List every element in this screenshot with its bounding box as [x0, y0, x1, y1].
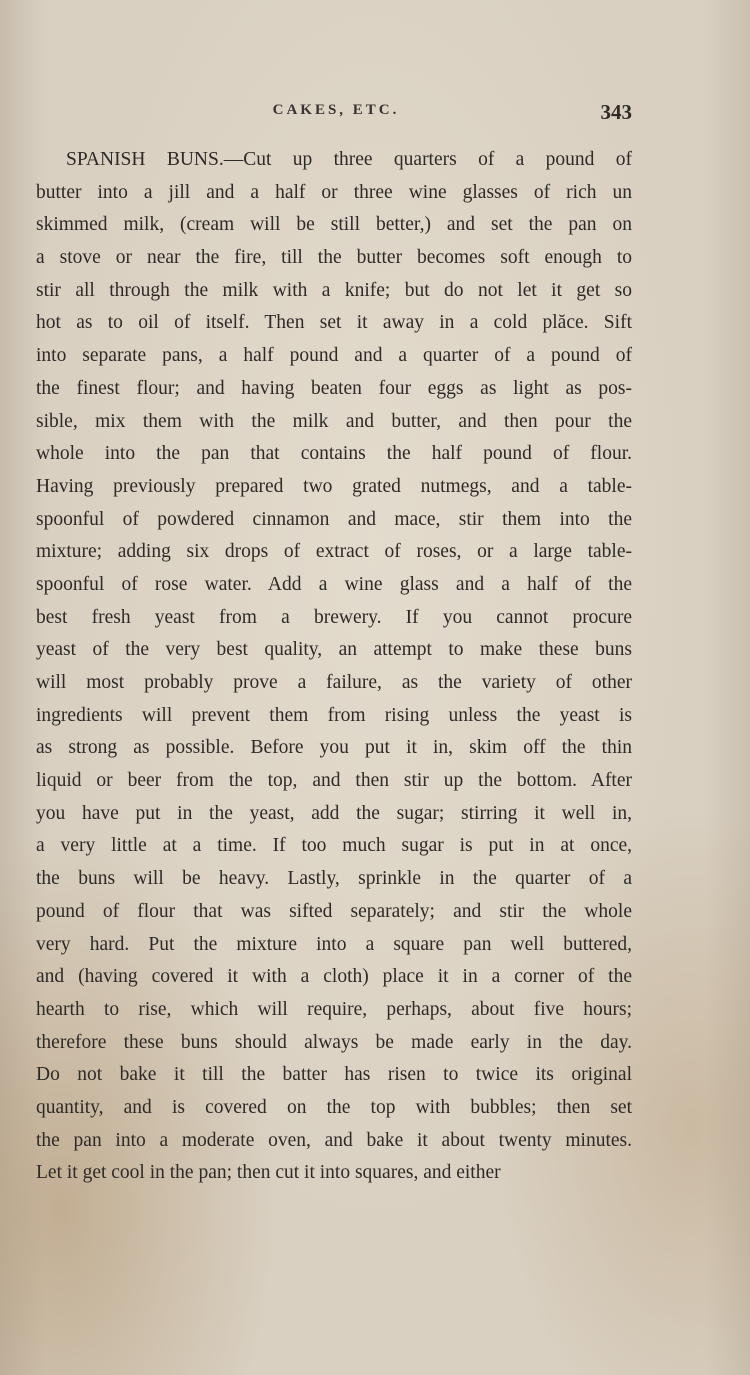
text-line: Having previously prepared two grated nutmegs, and a table- [36, 475, 632, 497]
text-line: quantity, and is covered on the top with bubbles; then set [36, 1096, 632, 1118]
text-line: as strong as possible. Before you put it in, skim off the thin [36, 737, 632, 759]
text-line: a very little at a time. If too much sugar is put in at once, [36, 835, 632, 857]
text-line: skimmed milk, (cream will be still better,) and set the pan on [36, 214, 632, 236]
text-line: mixture; adding six drops of extract of roses, or a large table- [36, 541, 632, 563]
page-header [40, 100, 632, 130]
text-line: into separate pans, a half pound and a quarter of a pound of [36, 345, 632, 367]
text-line: very hard. Put the mixture into a square pan well buttered, [36, 933, 632, 955]
text-line: the pan into a moderate oven, and bake it about twenty minutes. [36, 1129, 632, 1151]
text-line: you have put in the yeast, add the sugar; stirring it well in, [36, 802, 632, 824]
text-line: spoonful of powdered cinnamon and mace, stir them into the [36, 508, 632, 530]
running-head: CAKES, ETC. [272, 102, 400, 118]
recipe-text [36, 144, 632, 1190]
text-line: the buns will be heavy. Lastly, sprinkle in the quarter of a [36, 868, 632, 890]
text-line: a stove or near the fire, till the butter becomes soft enough to [36, 247, 632, 269]
text-line: the finest flour; and having beaten four eggs as light as pos- [36, 377, 632, 399]
page-number: 343 [600, 100, 632, 124]
text-line: liquid or beer from the top, and then stir up the bottom. After [36, 770, 632, 792]
text-line: Do not bake it till the batter has risen to twice its original [36, 1064, 632, 1086]
text-line: hot as to oil of itself. Then set it away in a cold plăce. Sift [36, 312, 632, 334]
text-line: SPANISH BUNS.—Cut up three quarters of a pound of [66, 149, 632, 170]
text-line: spoonful of rose water. Add a wine glass and a half of the [36, 573, 632, 595]
text-line: and (having covered it with a cloth) place it in a corner of the [36, 966, 632, 988]
text-line: Let it get cool in the pan; then cut it into squares, and either [36, 1162, 501, 1184]
text-line: sible, mix them with the milk and butter, and then pour the [36, 410, 632, 432]
text-line: ingredients will prevent them from rising unless the yeast is [36, 704, 632, 726]
text-line: whole into the pan that contains the half pound of flour. [36, 443, 632, 465]
text-line: will most probably prove a failure, as the variety of other [36, 672, 632, 693]
text-line: pound of flour that was sifted separately; and stir the whole [36, 900, 632, 922]
text-line: therefore these buns should always be made early in the day. [36, 1031, 632, 1053]
text-line: stir all through the milk with a knife; but do not let it get so [36, 279, 632, 301]
text-line: best fresh yeast from a brewery. If you cannot procure [36, 606, 632, 628]
text-line: yeast of the very best quality, an attempt to make these buns [36, 639, 632, 661]
text-line: butter into a jill and a half or three wine glasses of rich un [36, 181, 632, 203]
text-line: hearth to rise, which will require, perhaps, about five hours; [36, 998, 632, 1020]
